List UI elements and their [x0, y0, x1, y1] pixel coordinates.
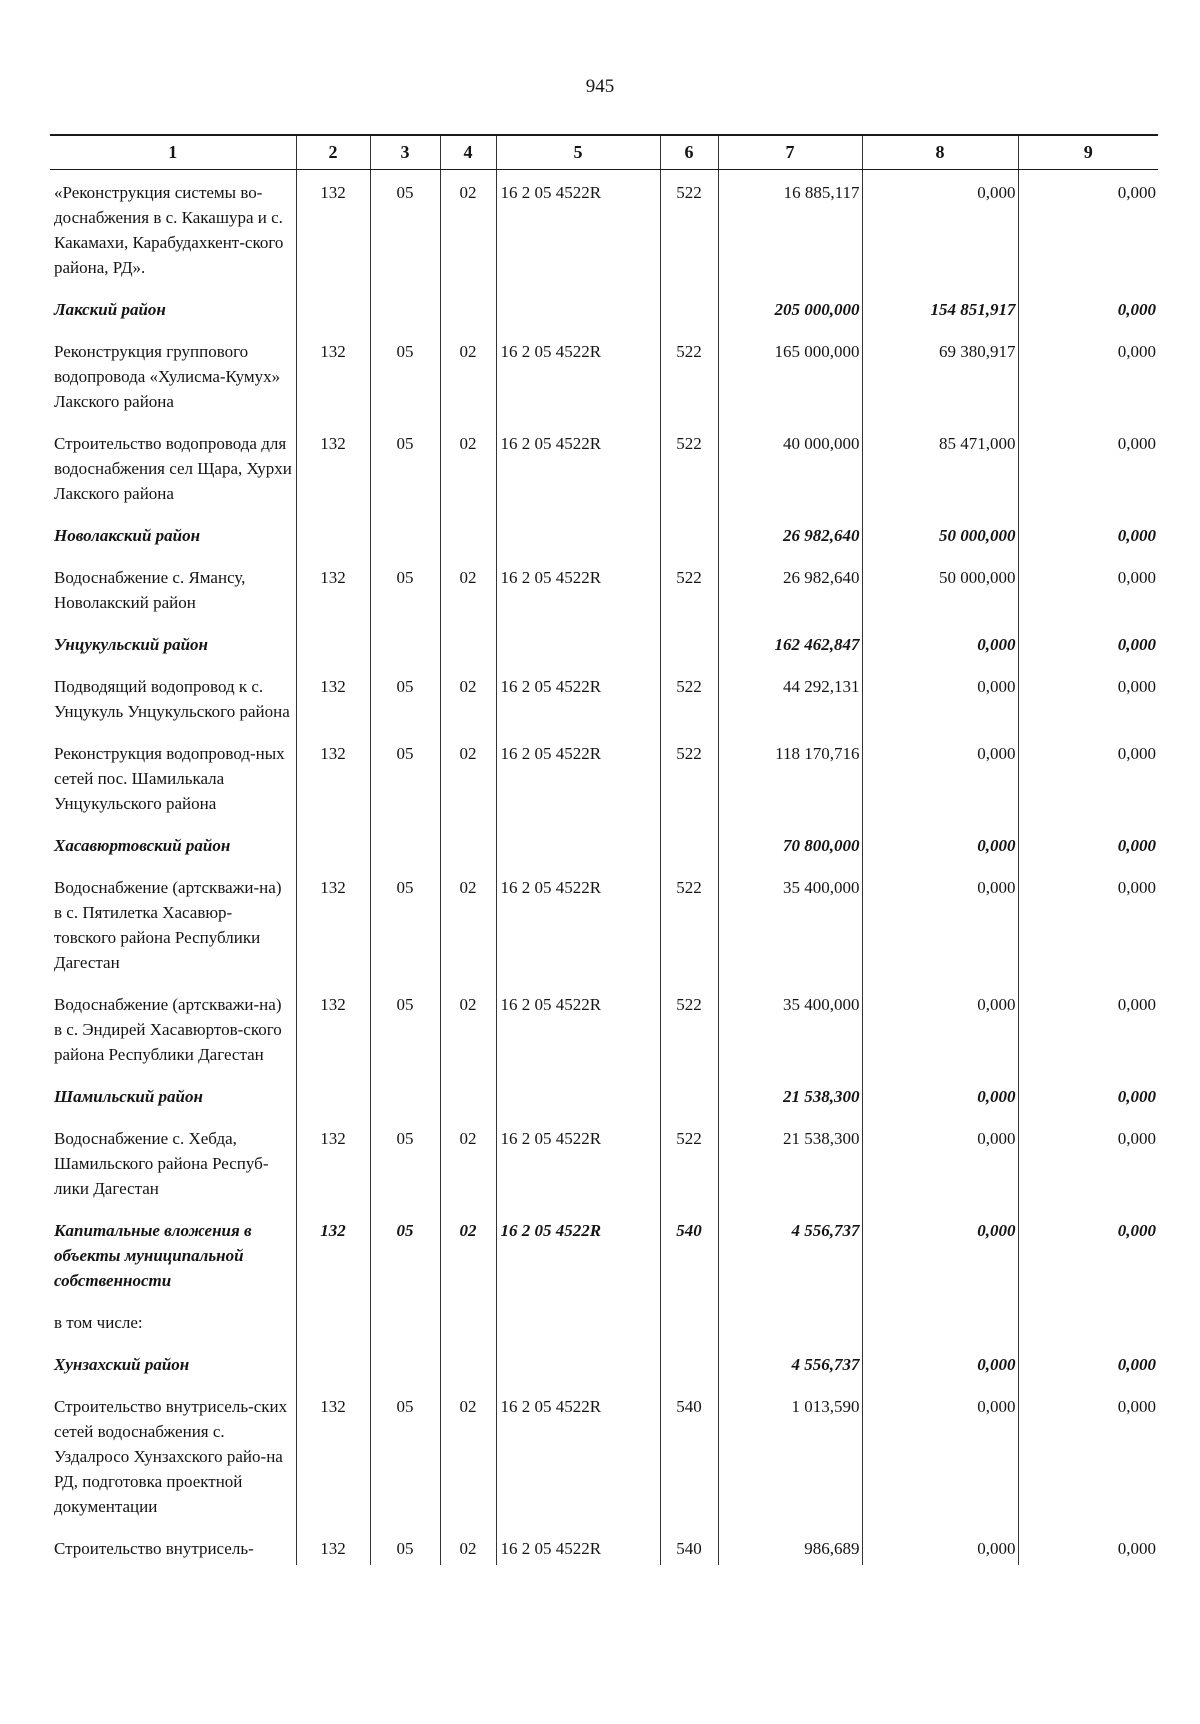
cell-col4: 02: [440, 421, 496, 513]
cell-amount-9: 0,000: [1018, 982, 1158, 1074]
cell-col2: 132: [296, 421, 370, 513]
cell-col2: 132: [296, 865, 370, 982]
cell-amount-8: 0,000: [862, 1526, 1018, 1565]
cell-col2: [296, 287, 370, 329]
cell-col2: [296, 1342, 370, 1384]
cell-col2: [296, 823, 370, 865]
cell-amount-8: 0,000: [862, 1384, 1018, 1526]
cell-amount-7: 118 170,716: [718, 731, 862, 823]
cell-col6: 522: [660, 664, 718, 731]
group-row: [50, 1342, 1158, 1384]
cell-col3: 05: [370, 421, 440, 513]
cell-amount-9: 0,000: [1018, 1208, 1158, 1300]
cell-col3: [370, 1342, 440, 1384]
cell-name: Водоснабжение с. Ямансу, Новолакский район: [54, 568, 246, 612]
cell-code: [496, 287, 660, 329]
cell-name: в том числе:: [54, 1313, 143, 1332]
column-header: 4: [440, 135, 496, 170]
cell-amount-9: 0,000: [1018, 287, 1158, 329]
table-row: [50, 170, 1158, 288]
cell-col6: [660, 1342, 718, 1384]
cell-col4: 02: [440, 664, 496, 731]
cell-col4: [440, 1300, 496, 1342]
cell-code: 16 2 05 4522R: [496, 1384, 660, 1526]
cell-col3: 05: [370, 1208, 440, 1300]
cell-col3: [370, 1300, 440, 1342]
cell-col2: 132: [296, 1384, 370, 1526]
cell-amount-7: 4 556,737: [718, 1342, 862, 1384]
cell-col4: 02: [440, 1526, 496, 1565]
cell-col6: 522: [660, 982, 718, 1074]
cell-name: Хасавюртовский район: [54, 836, 231, 855]
cell-amount-7: 44 292,131: [718, 664, 862, 731]
table-row: [50, 664, 1158, 731]
cell-name: Строительство водопровода для водоснабжения сел Щара, Хурхи Лакского района: [54, 434, 292, 503]
table-row: [50, 1300, 1158, 1342]
cell-amount-9: 0,000: [1018, 1342, 1158, 1384]
cell-amount-7: 165 000,000: [718, 329, 862, 421]
cell-col4: 02: [440, 329, 496, 421]
cell-amount-8: 154 851,917: [862, 287, 1018, 329]
cell-amount-7: 1 013,590: [718, 1384, 862, 1526]
cell-col2: [296, 622, 370, 664]
table-row: [50, 421, 1158, 513]
cell-col3: 05: [370, 170, 440, 288]
cell-code: [496, 1342, 660, 1384]
cell-code: 16 2 05 4522R: [496, 664, 660, 731]
cell-code: [496, 513, 660, 555]
cell-col6: [660, 622, 718, 664]
cell-col6: 540: [660, 1526, 718, 1565]
cell-col2: [296, 1300, 370, 1342]
cell-col4: 02: [440, 982, 496, 1074]
cell-amount-7: [718, 1300, 862, 1342]
cell-name: Подводящий водопровод к с. Унцукуль Унцукульского района: [54, 677, 290, 721]
cell-amount-8: 0,000: [862, 982, 1018, 1074]
cell-col6: [660, 513, 718, 555]
cell-amount-7: 986,689: [718, 1526, 862, 1565]
cell-amount-8: 0,000: [862, 664, 1018, 731]
cell-name: Шамильский район: [54, 1087, 203, 1106]
cell-col6: 522: [660, 555, 718, 622]
group-row: [50, 513, 1158, 555]
cell-amount-7: 21 538,300: [718, 1074, 862, 1116]
cell-name: Капитальные вложения в объекты муниципальной собственности: [54, 1221, 252, 1290]
cell-col2: 132: [296, 170, 370, 288]
cell-col3: 05: [370, 1116, 440, 1208]
cell-code: 16 2 05 4522R: [496, 555, 660, 622]
page-number: 945: [585, 76, 615, 97]
cell-col4: [440, 1342, 496, 1384]
cell-name: Водоснабжение (артскважи-на) в с. Эндирей Хасавюртов-ского района Республики Дагестан: [54, 995, 282, 1064]
column-header: 1: [50, 135, 296, 170]
cell-amount-9: 0,000: [1018, 421, 1158, 513]
cell-col2: [296, 1074, 370, 1116]
table-row: [50, 1116, 1158, 1208]
cell-col6: 522: [660, 865, 718, 982]
cell-amount-8: 0,000: [862, 865, 1018, 982]
cell-name: Лакский район: [54, 300, 166, 319]
cell-amount-8: [862, 1300, 1018, 1342]
cell-col3: [370, 287, 440, 329]
cell-code: [496, 622, 660, 664]
cell-amount-8: 50 000,000: [862, 555, 1018, 622]
cell-amount-9: 0,000: [1018, 555, 1158, 622]
cell-amount-7: 35 400,000: [718, 982, 862, 1074]
group-row: [50, 1208, 1158, 1300]
cell-amount-9: 0,000: [1018, 329, 1158, 421]
cell-col3: 05: [370, 329, 440, 421]
cell-code: 16 2 05 4522R: [496, 1526, 660, 1565]
cell-col3: [370, 513, 440, 555]
group-row: [50, 622, 1158, 664]
cell-col2: 132: [296, 1526, 370, 1565]
cell-col2: 132: [296, 731, 370, 823]
column-header: 7: [718, 135, 862, 170]
cell-amount-8: 50 000,000: [862, 513, 1018, 555]
cell-col4: 02: [440, 731, 496, 823]
cell-col2: 132: [296, 664, 370, 731]
cell-col4: [440, 823, 496, 865]
cell-col3: 05: [370, 664, 440, 731]
cell-col3: [370, 823, 440, 865]
cell-name: Унцукульский район: [54, 635, 208, 654]
cell-name: Реконструкция группового водопровода «Хулисма-Кумух» Лакского района: [54, 342, 281, 411]
cell-amount-9: 0,000: [1018, 664, 1158, 731]
cell-col6: [660, 287, 718, 329]
cell-col6: [660, 823, 718, 865]
cell-amount-8: 85 471,000: [862, 421, 1018, 513]
cell-amount-7: 70 800,000: [718, 823, 862, 865]
cell-amount-9: 0,000: [1018, 1526, 1158, 1565]
cell-name: Строительство внутрисель-: [54, 1539, 254, 1558]
column-header: 9: [1018, 135, 1158, 170]
group-row: [50, 823, 1158, 865]
cell-amount-9: [1018, 1300, 1158, 1342]
cell-col3: 05: [370, 865, 440, 982]
column-header: 6: [660, 135, 718, 170]
table-row: [50, 1526, 1158, 1565]
cell-code: 16 2 05 4522R: [496, 421, 660, 513]
group-row: [50, 287, 1158, 329]
cell-amount-7: 205 000,000: [718, 287, 862, 329]
cell-col6: 522: [660, 731, 718, 823]
cell-col2: 132: [296, 329, 370, 421]
cell-amount-9: 0,000: [1018, 1384, 1158, 1526]
cell-col4: [440, 513, 496, 555]
cell-name: Строительство внутрисель-ских сетей водоснабжения с. Уздалросо Хунзахского райо-на РД, подготовка проектной документации: [54, 1397, 288, 1516]
cell-code: [496, 823, 660, 865]
cell-amount-7: 40 000,000: [718, 421, 862, 513]
cell-col2: 132: [296, 1116, 370, 1208]
cell-col2: 132: [296, 555, 370, 622]
cell-amount-8: 0,000: [862, 1116, 1018, 1208]
budget-table: [50, 134, 1158, 1565]
cell-col3: 05: [370, 731, 440, 823]
cell-col3: 05: [370, 982, 440, 1074]
cell-amount-9: 0,000: [1018, 865, 1158, 982]
cell-col6: [660, 1074, 718, 1116]
cell-col6: 540: [660, 1208, 718, 1300]
cell-name: Водоснабжение (артскважи-на) в с. Пятилетка Хасавюр-товского района Республики Дагестан: [54, 878, 282, 972]
cell-col3: [370, 1074, 440, 1116]
cell-amount-7: 16 885,117: [718, 170, 862, 288]
cell-amount-9: 0,000: [1018, 823, 1158, 865]
column-header: 2: [296, 135, 370, 170]
cell-col6: 522: [660, 421, 718, 513]
cell-col2: 132: [296, 1208, 370, 1300]
cell-col4: [440, 1074, 496, 1116]
column-header: 3: [370, 135, 440, 170]
cell-col4: [440, 287, 496, 329]
cell-code: 16 2 05 4522R: [496, 731, 660, 823]
cell-amount-7: 26 982,640: [718, 555, 862, 622]
cell-col4: 02: [440, 1208, 496, 1300]
cell-amount-8: 0,000: [862, 1208, 1018, 1300]
cell-col4: 02: [440, 170, 496, 288]
cell-col6: [660, 1300, 718, 1342]
cell-amount-8: 0,000: [862, 170, 1018, 288]
cell-col2: [296, 513, 370, 555]
cell-code: 16 2 05 4522R: [496, 1116, 660, 1208]
cell-code: 16 2 05 4522R: [496, 170, 660, 288]
cell-amount-9: 0,000: [1018, 731, 1158, 823]
cell-col4: 02: [440, 1116, 496, 1208]
cell-amount-8: 69 380,917: [862, 329, 1018, 421]
cell-code: [496, 1074, 660, 1116]
cell-col3: [370, 622, 440, 664]
cell-code: 16 2 05 4522R: [496, 1208, 660, 1300]
cell-code: 16 2 05 4522R: [496, 865, 660, 982]
cell-code: 16 2 05 4522R: [496, 982, 660, 1074]
cell-col4: 02: [440, 865, 496, 982]
cell-amount-8: 0,000: [862, 731, 1018, 823]
cell-amount-9: 0,000: [1018, 622, 1158, 664]
cell-amount-7: 35 400,000: [718, 865, 862, 982]
cell-col3: 05: [370, 1526, 440, 1565]
column-header: 5: [496, 135, 660, 170]
cell-amount-7: 26 982,640: [718, 513, 862, 555]
cell-amount-7: 21 538,300: [718, 1116, 862, 1208]
cell-col6: 522: [660, 1116, 718, 1208]
cell-col4: [440, 622, 496, 664]
cell-col6: 522: [660, 170, 718, 288]
table-row: [50, 982, 1158, 1074]
table-row: [50, 329, 1158, 421]
cell-amount-7: 162 462,847: [718, 622, 862, 664]
cell-amount-8: 0,000: [862, 823, 1018, 865]
cell-amount-8: 0,000: [862, 1342, 1018, 1384]
cell-col3: 05: [370, 555, 440, 622]
cell-code: 16 2 05 4522R: [496, 329, 660, 421]
table-row: [50, 865, 1158, 982]
header-row: [50, 135, 1158, 170]
cell-name: Новолакский район: [54, 526, 201, 545]
cell-name: «Реконструкция системы во-доснабжения в с. Какашура и с. Какамахи, Карабудахкент-ского района, РД».: [54, 183, 284, 277]
cell-name: Хунзахский район: [54, 1355, 190, 1374]
table-row: [50, 1384, 1158, 1526]
cell-col2: 132: [296, 982, 370, 1074]
column-header: 8: [862, 135, 1018, 170]
table-row: [50, 555, 1158, 622]
cell-amount-7: 4 556,737: [718, 1208, 862, 1300]
cell-code: [496, 1300, 660, 1342]
cell-name: Водоснабжение с. Хебда, Шамильского района Респуб-лики Дагестан: [54, 1129, 269, 1198]
cell-col6: 540: [660, 1384, 718, 1526]
cell-col4: 02: [440, 1384, 496, 1526]
table-row: [50, 731, 1158, 823]
table-body: [50, 170, 1158, 1566]
cell-col6: 522: [660, 329, 718, 421]
cell-amount-8: 0,000: [862, 1074, 1018, 1116]
cell-amount-9: 0,000: [1018, 1074, 1158, 1116]
cell-amount-9: 0,000: [1018, 170, 1158, 288]
cell-amount-9: 0,000: [1018, 513, 1158, 555]
cell-col4: 02: [440, 555, 496, 622]
cell-amount-9: 0,000: [1018, 1116, 1158, 1208]
group-row: [50, 1074, 1158, 1116]
cell-amount-8: 0,000: [862, 622, 1018, 664]
cell-col3: 05: [370, 1384, 440, 1526]
cell-name: Реконструкция водопровод-ных сетей пос. Шамилькала Унцукульского района: [54, 744, 285, 813]
